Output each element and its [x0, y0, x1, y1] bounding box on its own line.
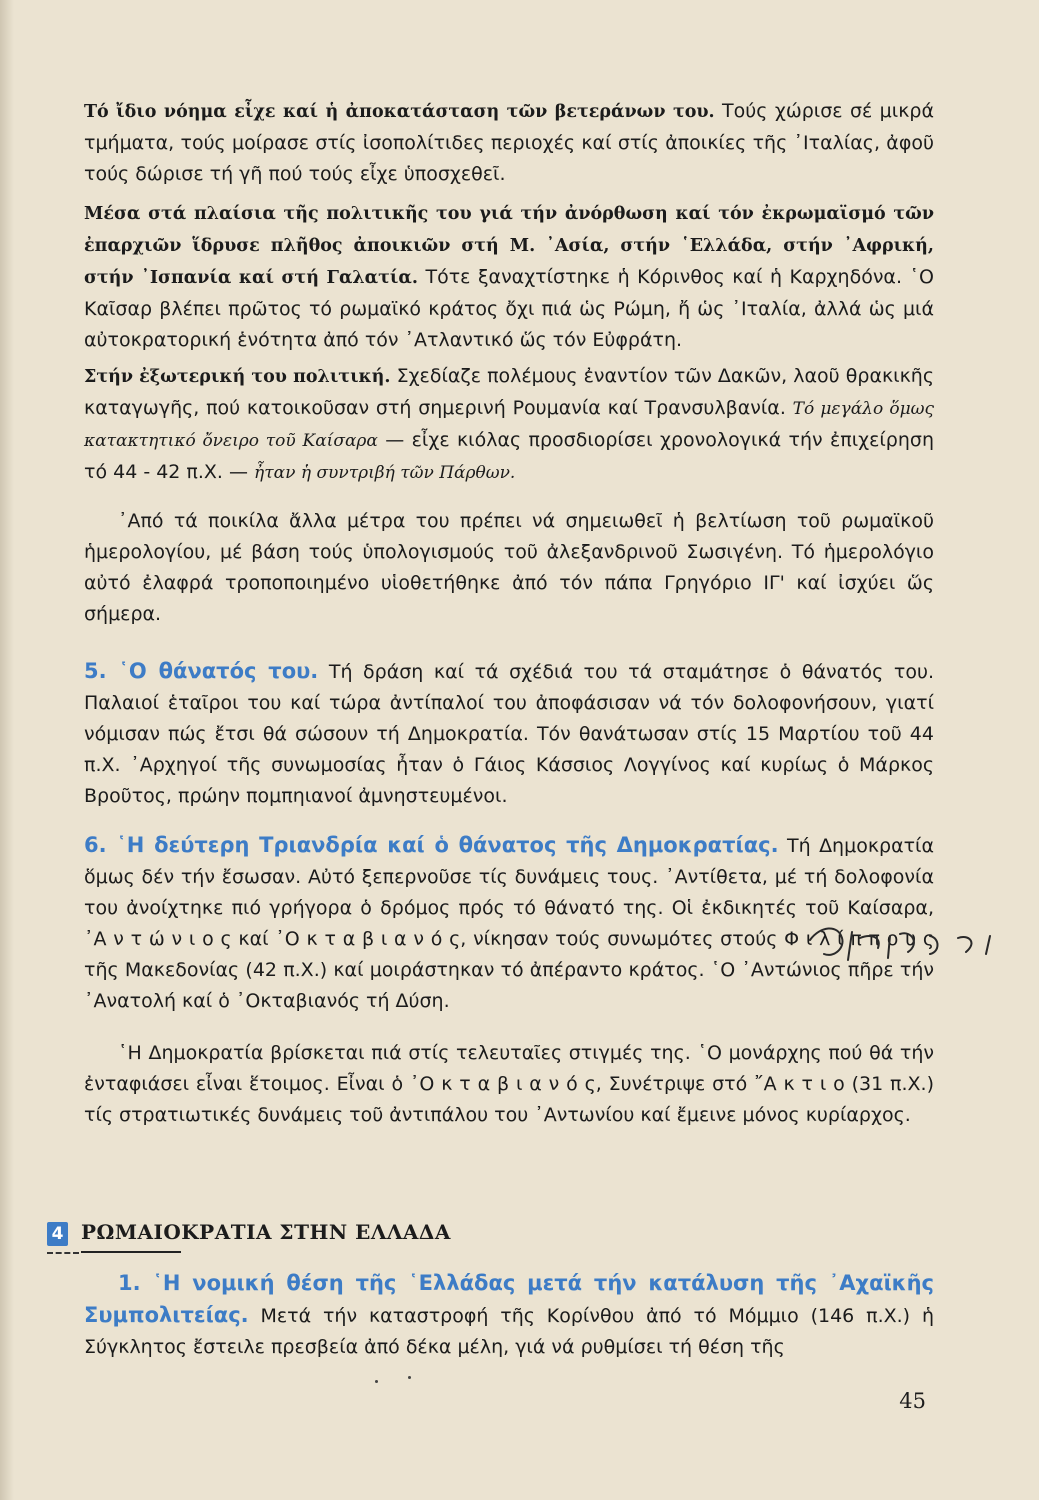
page-number: 45 [899, 1389, 926, 1413]
scan-speck [408, 1376, 411, 1379]
section-legal-status-greece [84, 1268, 934, 1363]
paragraph-colonies [84, 198, 934, 356]
paragraph-foreign-policy [84, 361, 934, 489]
handwritten-annotation-mark [790, 908, 1020, 978]
paragraph-italic: ἦταν ἡ συντριβή τῶν Πάρθων. [254, 463, 516, 483]
paragraph-lead: Στήν ἐξωτερική του πολιτική. [84, 367, 391, 387]
page-binding-edge [0, 0, 14, 1500]
paragraph-lead: Μέσα στά πλαίσια τῆς πολιτικῆς του γιά τήν ἀνόρθωση καί τόν ἐκρωμαϊσμό τῶν ἐπαρχιῶν ἵδρυσε πλῆθος ἀποικιῶν στή Μ. ᾿Ασία, στήν ῾Ελλάδα, στήν ᾿Αφρική, στήν ᾿Ισπανία καί στή Γαλατία. [84, 204, 934, 288]
paragraph-text: ῾Η Δημοκρατία βρίσκεται πιά στίς τελευταῖες στιγμές της. ῾Ο μονάρχης πού θά τήν ἐνταφιάσει εἶναι ἕτοιμος. Εἶναι ὁ ᾿Ο κ τ α β ι α ν ό ς, Συνέτριψε στό ῎Α κ τ ι ο (31 π.Χ.) τίς στρατιωτικές δυνάμεις τοῦ ἀντιπάλου του ᾿Αντωνίου καί ἔμεινε μόνος κυρίαρχος. [84, 1042, 934, 1126]
paragraph-text: ᾿Από τά ποικίλα ἄλλα μέτρα του πρέπει νά σημειωθεῖ ἡ βελτίωση τοῦ ρωμαϊκοῦ ἡμερολογίου, μέ βάση τούς ὑπολογισμούς τοῦ ἀλεξανδρινοῦ Σωσιγένη. Τό ἡμερολόγιο αὐτό ἐλαφρά τροποποιημένο υἱοθετήθηκε ἀπό τόν πάπα Γρηγόριο ΙΓ' καί ἰσχύει ὥς σήμερα. [84, 510, 934, 625]
chapter-heading [47, 1220, 947, 1256]
paragraph-text: — εἶχε κιόλας προσδιορίσει χρονολογικά τήν ἐπιχείρηση τό 44 - 42 π.Χ. — [84, 429, 934, 483]
section-title: 5. ῾Ο θάνατός του. [84, 659, 319, 683]
paragraph-text: Σχεδίαζε πολέμους ἐναντίον τῶν Δακῶν, λαοῦ θρακικῆς καταγωγῆς, πού κατοικοῦσαν στή σημερινή Ρουμανία καί Τρανσυλβανία. [84, 365, 934, 419]
paragraph-text: Τή Δημοκρατία ὅμως δέν τήν ἔσωσαν. Αὐτό ξεπερνοῦσε τίς δυνάμεις τους. ᾿Αντίθετα, μέ τή δολοφονία του ἀνοίχτηκε πιό γρήγορα ὁ δρόμος πρός τό θάνατό της. Οἱ ἐκδικητές τοῦ Καίσαρα, ᾿Α ν τ ώ ν ι ο ς καί ᾿Ο κ τ α β ι α ν ό ς, νίκησαν τούς συνωμότες στούς Φ ι λ ί π π ο υ ς τῆς Μακεδονίας (42 π.Χ.) καί μοιράστηκαν τό ἀπέραντο κράτος. ῾Ο ᾿Αντώνιος πῆρε τήν ᾿Ανατολή καί ὁ ᾿Οκταβιανός τή Δύση. [84, 835, 934, 1012]
scan-speck [375, 1380, 378, 1383]
chapter-number-badge: 4 [47, 1222, 68, 1246]
paragraph-text: Τούς χώρισε σέ μικρά τμήματα, τούς μοίρασε στίς ἰσοπολίτιδες περιοχές καί στίς ἀποικίες τῆς ᾿Ιταλίας, ἀφοῦ τούς δώρισε τή γῆ πού τούς εἶχε ὑποσχεθεῖ. [84, 100, 934, 185]
paragraph-text: Τή δράση καί τά σχέδιά του τά σταμάτησε ὁ θάνατός του. Παλαιοί ἑταῖροι του καί τώρα ἀντίπαλοί του ἀποφάσισαν νά τόν δολοφονήσουν, γιατί νόμισαν πώς ἔτσι θά σώσουν τή Δημοκρατία. Τόν θανάτωσαν στίς 15 Μαρτίου τοῦ 44 π.Χ. ᾿Αρχηγοί τῆς συνωμοσίας ἦταν ὁ Γάιος Κάσσιος Λογγίνος καί κυρίως ὁ Μάρκος Βροῦτος, πρώην πομπηιανοί ἀμνηστευμένοι. [84, 661, 934, 807]
section-title: 6. ῾Η δεύτερη Τριανδρία καί ὁ θάνατος τῆς Δημοκρατίας. [84, 833, 779, 857]
paragraph-text: Τότε ξαναχτίστηκε ἡ Κόρινθος καί ἡ Καρχηδόνα. ῾Ο Καῖσαρ βλέπει πρῶτος τό ρωμαϊκό κράτος ὄχι πιά ὡς Ρώμη, ἤ ὡς ᾿Ιταλία, ἀλλά ὡς μιά αὐτοκρατορική ἑνότητα ἀπό τόν ᾿Ατλαντικό ὥς τόν Εὐφράτη. [84, 266, 934, 351]
paragraph-italic: Τό μεγάλο ὅμως κατακτητικό ὄνειρο τοῦ Καίσαρα [84, 399, 934, 451]
paragraph-lead: Τό ἴδιο νόημα εἶχε καί ἡ ἀποκατάσταση τῶν βετεράνων του. [84, 102, 715, 122]
section-title: 1. ῾Η νομική θέση τῆς ῾Ελλάδας μετά τήν κατάλυση τῆς ᾿Αχαϊκῆς Συμπολιτείας. [84, 1271, 934, 1327]
chapter-rule [81, 1251, 181, 1253]
paragraph-veterans [84, 96, 934, 190]
paragraph-text: Μετά τήν καταστροφή τῆς Κορίνθου ἀπό τό Μόμμιο (146 π.Χ.) ἡ Σύγκλητος ἔστειλε πρεσβεία ἀπό δέκα μέλη, γιά νά ρυθμίσει τή θέση τῆς [84, 1305, 934, 1358]
paragraph-calendar [84, 506, 934, 630]
section-death [84, 656, 934, 812]
chapter-rule-dashed [47, 1252, 79, 1254]
chapter-title: ΡΩΜΑΙΟΚΡΑΤΙΑ ΣΤΗΝ ΕΛΛΑΔΑ [81, 1220, 451, 1244]
paragraph-end-of-republic [84, 1038, 934, 1131]
